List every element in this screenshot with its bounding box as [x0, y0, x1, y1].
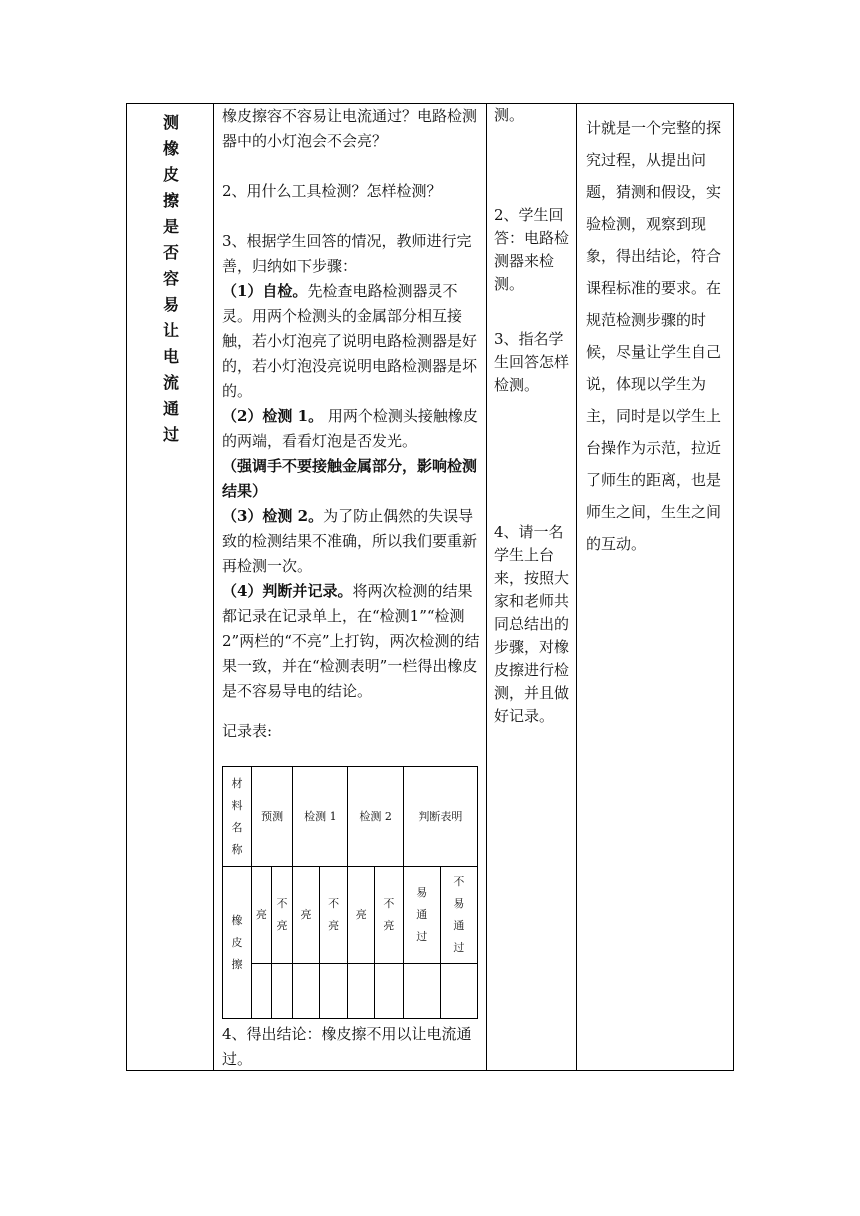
judge-not-easy: 不易通过 — [440, 867, 477, 964]
header-material: 材料名称 — [223, 767, 252, 867]
student-answer-2: 2、学生回答：电路检测器来检测。 — [494, 206, 570, 293]
title-char: 皮 — [162, 165, 179, 184]
title-char: 易 — [162, 295, 179, 314]
blank-cell — [293, 964, 320, 1019]
header-test-1: 检测 1 — [293, 767, 348, 867]
test1-bright: 亮 — [293, 867, 320, 964]
predict-bright: 亮 — [252, 867, 272, 964]
student-answer-3: 3、指名学生回答怎样检测。 — [494, 330, 570, 394]
step-3-text: 为了防止偶然的失误导致的检测结果不准确，所以我们要重新再检测一次。 — [222, 507, 478, 575]
step-2-title: （2）检测 1。 — [222, 407, 324, 425]
material-cell: 橡皮擦 — [223, 867, 252, 1019]
step-1 — [222, 279, 484, 404]
test1-not-bright: 不亮 — [319, 867, 348, 964]
record-table — [222, 766, 478, 1019]
step-4-text: 将两次检测的结果都记录在记录单上，在“检测1”“检测 2”两栏的“不亮”上打钩，两次检测的结果一致，并在“检测表明”一栏得出橡皮是不容易导电的结论。 — [222, 582, 480, 700]
title-char: 流 — [162, 373, 179, 392]
title-char: 电 — [162, 347, 179, 366]
blank-cell — [374, 964, 403, 1019]
step-4-title: （4）判断并记录。 — [222, 582, 353, 600]
question-3: 3、根据学生回答的情况，教师进行完善，归纳如下步骤： — [222, 232, 472, 275]
title-char: 测 — [162, 113, 179, 132]
step-1-title: （1）自检。 — [222, 282, 308, 300]
step-4 — [222, 579, 484, 704]
predict-not-bright: 不亮 — [271, 867, 292, 964]
header-judge: 判断表明 — [403, 767, 477, 867]
title-char: 过 — [162, 425, 179, 444]
blank-cell — [440, 964, 477, 1019]
test2-not-bright: 不亮 — [374, 867, 403, 964]
title-char: 容 — [162, 269, 179, 288]
title-char: 擦 — [162, 191, 179, 210]
student-activity — [494, 104, 574, 725]
table-label: 记录表: — [222, 722, 273, 740]
blank-cell — [252, 964, 272, 1019]
step-2-text: 用两个检测头接触橡皮的两端，看看灯泡是否发光。 — [222, 407, 478, 450]
judge-easy: 易通过 — [403, 867, 440, 964]
column-divider-2 — [486, 103, 487, 1071]
student-answer-4: 4、请一名学生上台来，按照大家和老师共同总结出的步骤，对橡皮擦进行检测，并且做好记录。 — [494, 523, 570, 725]
question-2: 2、用什么工具检测？怎样检测？ — [222, 182, 442, 200]
blank-cell — [403, 964, 440, 1019]
step-3-title: （3）检测 2。 — [222, 507, 324, 525]
title-char: 是 — [162, 217, 179, 236]
blank-cell — [348, 964, 375, 1019]
step-3 — [222, 504, 484, 579]
blank-cell — [319, 964, 348, 1019]
intro-question: 橡皮擦容不容易让电流通过？电路检测器中的小灯泡会不会亮？ — [222, 107, 478, 150]
column-divider-3 — [576, 103, 577, 1071]
title-char: 橡 — [162, 139, 179, 158]
title-char: 通 — [162, 399, 179, 418]
conclusion: 4、得出结论：橡皮擦不用以让电流通过。 — [222, 1025, 472, 1068]
test2-bright: 亮 — [348, 867, 375, 964]
design-intent: 计就是一个完整的探究过程，从提出问题，猜测和假设，实验检测，观察到现象，得出结论，符合课程标准的要求。在规范检测步骤的时候，尽量让学生自己说，体现以学生为主，同时是以学生上台操作为示范，拉近了师生的距离，也是师生之间，生生之间的互动。 — [586, 119, 722, 553]
header-predict: 预测 — [252, 767, 293, 867]
title-char: 让 — [162, 321, 179, 340]
student-answer-1: 测。 — [494, 106, 525, 124]
teaching-process — [222, 104, 484, 704]
blank-cell — [271, 964, 292, 1019]
section-title — [128, 104, 214, 1070]
step-1-text: 先检查电路检测器灵不灵。用两个检测头的金属部分相互接触，若小灯泡亮了说明电路检测器是好的，若小灯泡没亮说明电路检测器是坏的。 — [222, 282, 478, 400]
title-char: 否 — [162, 243, 179, 262]
table-border-left — [126, 103, 127, 1071]
header-test-2: 检测 2 — [348, 767, 403, 867]
step-2-note: （强调手不要接触金属部分，影响检测结果） — [222, 457, 478, 500]
step-2 — [222, 404, 484, 454]
table-border-right — [733, 103, 734, 1071]
